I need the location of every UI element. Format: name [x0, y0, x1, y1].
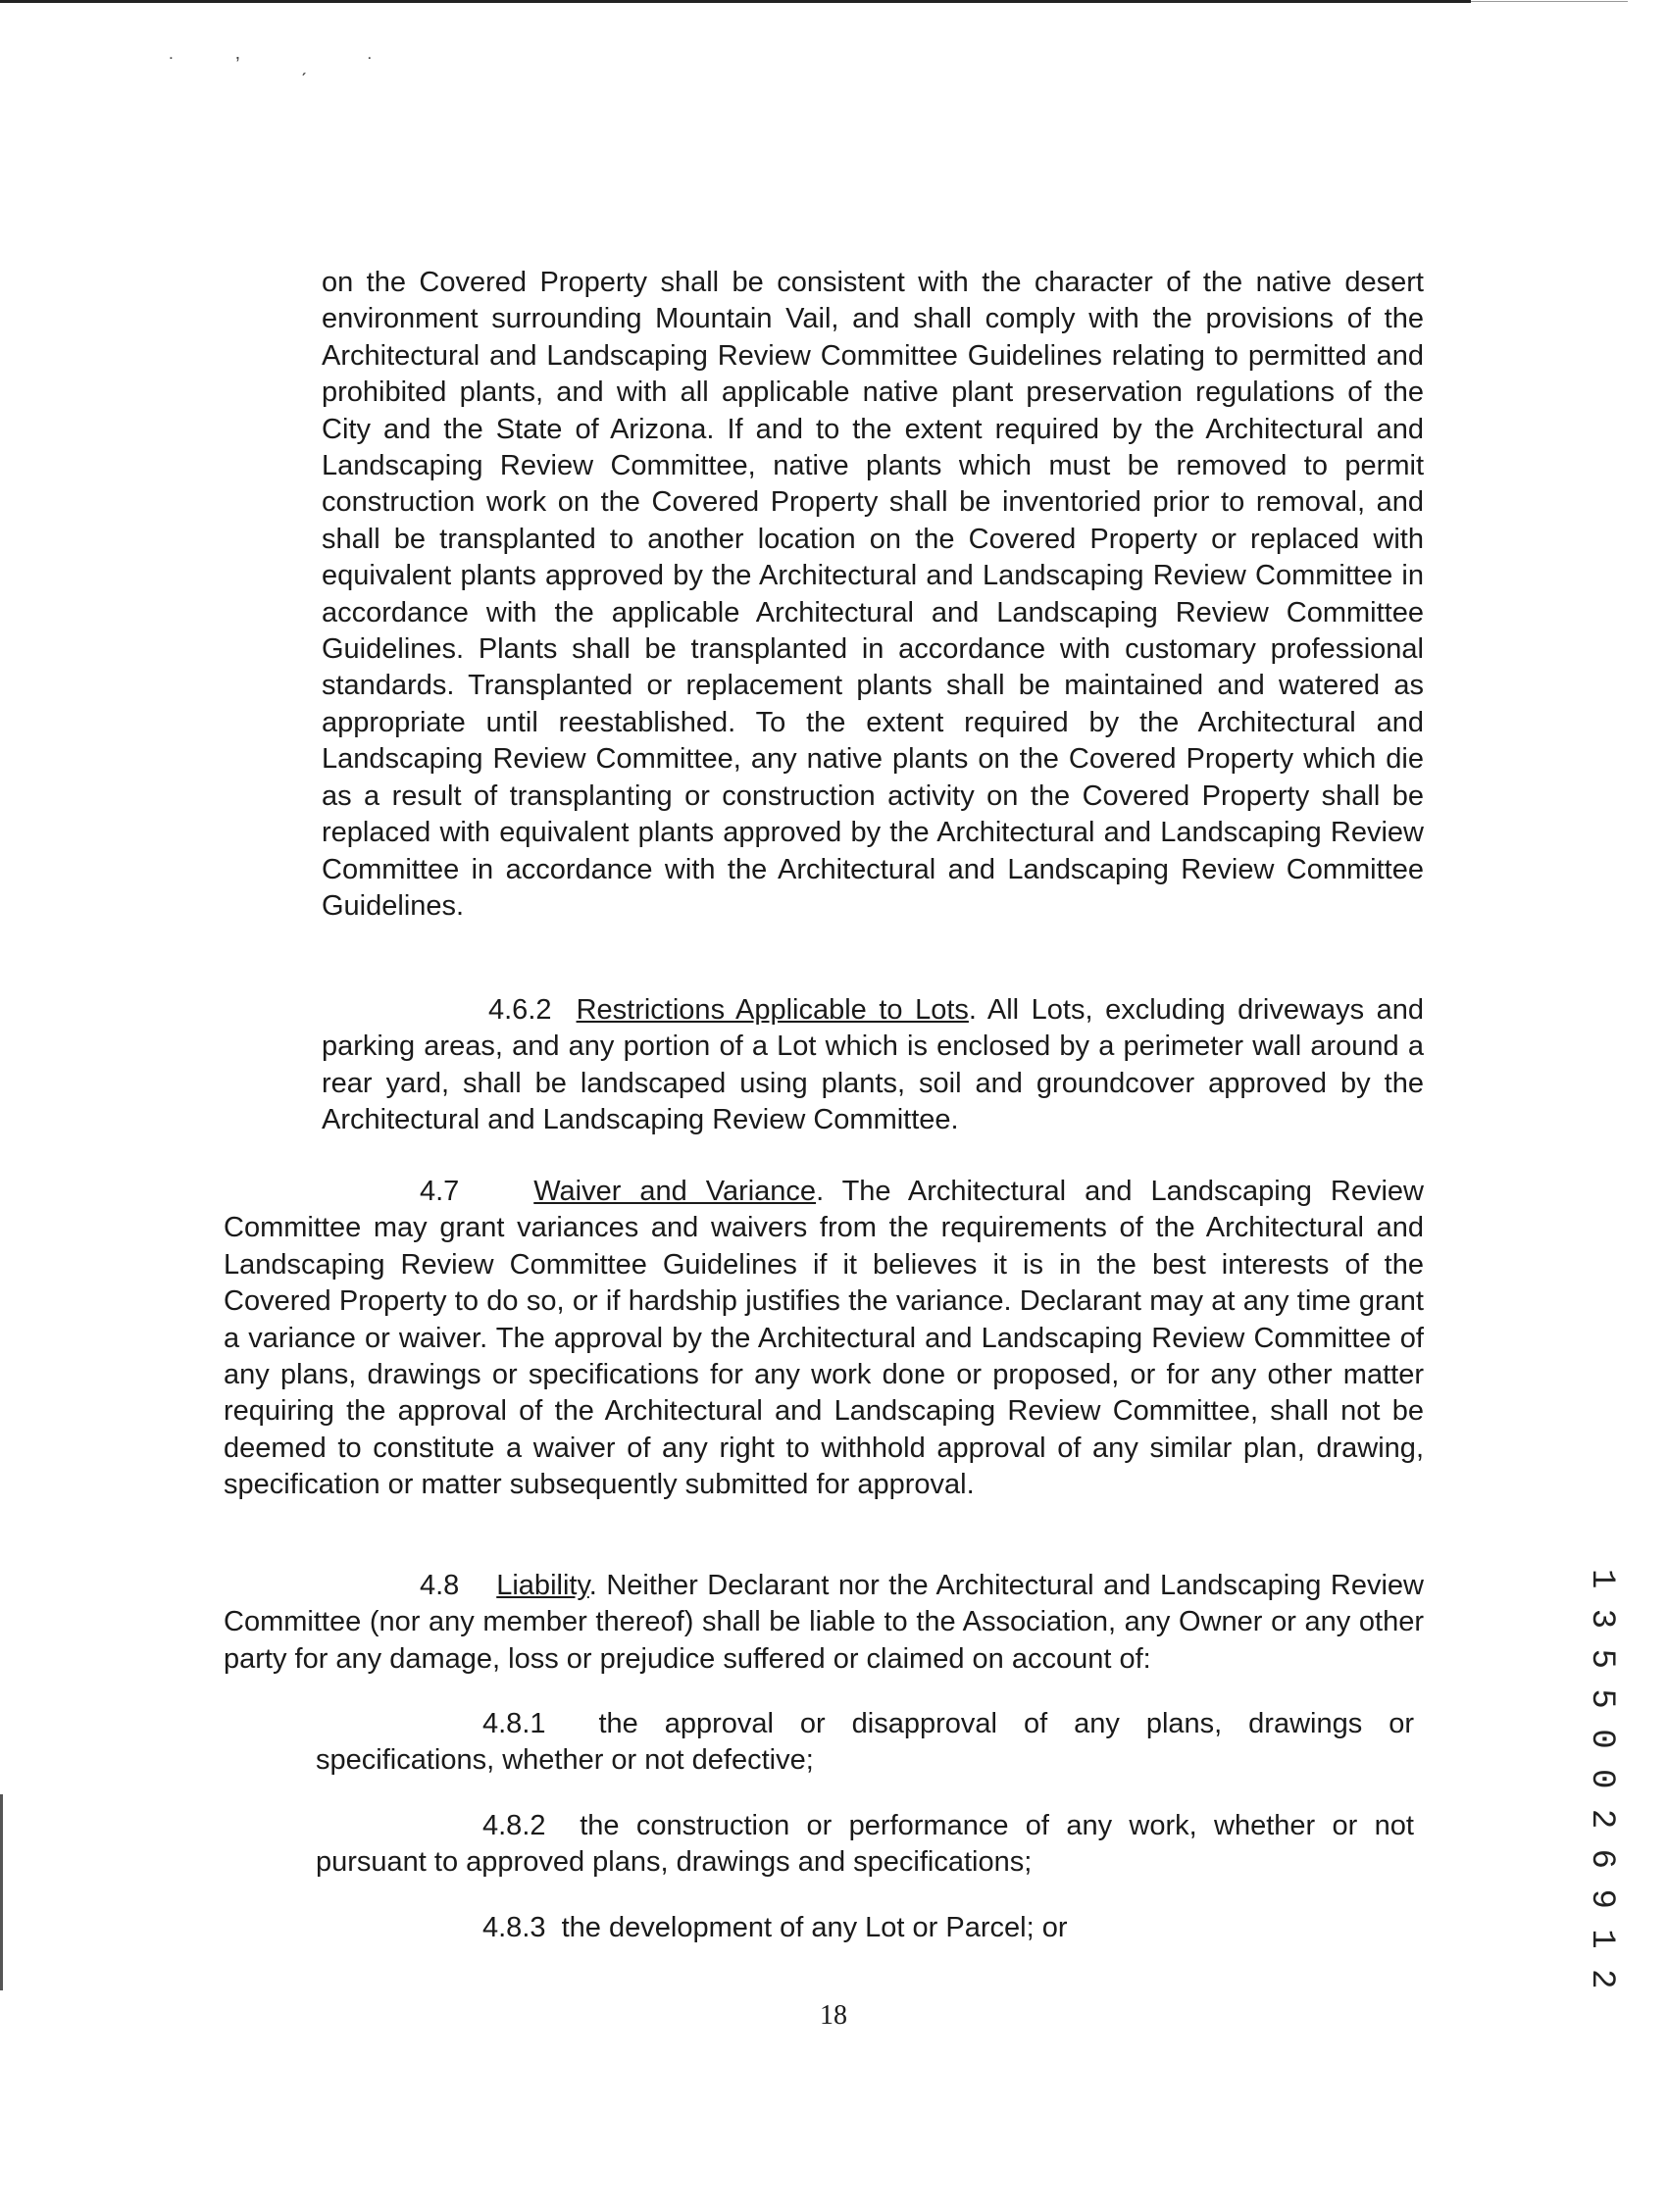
section-body: the development of any Lot or Parcel; or	[561, 1912, 1068, 1943]
section-4-8	[224, 1568, 1424, 1678]
section-4-8-2	[316, 1808, 1414, 1882]
section-number: 4.7	[420, 1176, 460, 1207]
section-4-8-3	[316, 1910, 1414, 1946]
section-number: 4.8.2	[482, 1810, 546, 1841]
section-heading: Restrictions Applicable to Lots	[576, 994, 969, 1026]
page-number: 18	[820, 2000, 847, 2031]
section-number: 4.8.1	[482, 1708, 546, 1739]
section-body: . Neither Declarant nor the Architectural and Landscaping Review Committee (nor any member thereof) shall be liable to the Association, any Owner or any other party for any damage, loss or prejudice suffered or claimed on account of:	[224, 1570, 1424, 1675]
section-4-7	[224, 1174, 1424, 1504]
section-body: the approval or disapproval of any plans, drawings or specifications, whether or not defective;	[316, 1708, 1414, 1777]
section-number: 4.8.3	[482, 1912, 546, 1943]
recording-number-stamp: 1 3 5 5 0 0 2 6 9 1 2	[1583, 1569, 1620, 1989]
section-heading: Waiver and Variance	[533, 1176, 817, 1207]
section-body: . All Lots, excluding driveways and parking areas, and any portion of a Lot which is enclosed by a perimeter wall around a rear yard, shall be landscaped using plants, soil and groundcover approved by the Architectural and Landscaping Review Committee.	[322, 994, 1424, 1136]
section-number: 4.6.2	[488, 994, 552, 1026]
section-number: 4.8	[420, 1570, 460, 1601]
paragraph-4-6-1-continued: on the Covered Property shall be consistent with the character of the native desert environment surrounding Mountain Vail, and shall comply with the provisions of the Architectural and Landscaping Review Committee Guidelines relating to permitted and prohibited plants, and with all applicable native plant preservation regulations of the City and the State of Arizona. If and to the extent required by the Architectural and Landscaping Review Committee, native plants which must be removed to permit construction work on the Covered Property shall be inventoried prior to removal, and shall be transplanted to another location on the Covered Property or replaced with equivalent plants approved by the Architectural and Landscaping Review Committee in accordance with the applicable Architectural and Landscaping Review Committee Guidelines. Plants shall be transplanted in accordance with customary professional standards. Transplanted or replacement plants shall be maintained and watered as appropriate until reestablished. To the extent required by the Architectural and Landscaping Review Committee, any native plants on the Covered Property which die as a result of transplanting or construction activity on the Covered Property shall be replaced with equivalent plants approved by the Architectural and Landscaping Review Committee in accordance with the Architectural and Landscaping Review Committee Guidelines.	[322, 267, 1424, 922]
section-heading: Liability	[496, 1570, 589, 1601]
section-body: . The Architectural and Landscaping Review Committee may grant variances and waivers from the requirements of the Architectural and Landscaping Review Committee Guidelines if it believes it is in the best interests of the Covered Property to do so, or if hardship justifies the variance. Declarant may at any time grant a variance or waiver. The approval by the Architectural and Landscaping Review Committee of any plans, drawings or specifications for any work done or proposed, or for any other matter requiring the approval of the Architectural and Landscaping Review Committee, shall not be deemed to constitute a waiver of any right to withhold approval of any similar plan, drawing, specification or matter subsequently submitted for approval.	[224, 1176, 1424, 1501]
section-body: the construction or performance of any work, whether or not pursuant to approved plans, drawings and specifications;	[316, 1810, 1414, 1879]
section-4-6-2	[322, 992, 1424, 1139]
scan-specks: ˙ ʼ ˏ ˙	[169, 55, 402, 76]
section-4-8-1	[316, 1706, 1414, 1780]
